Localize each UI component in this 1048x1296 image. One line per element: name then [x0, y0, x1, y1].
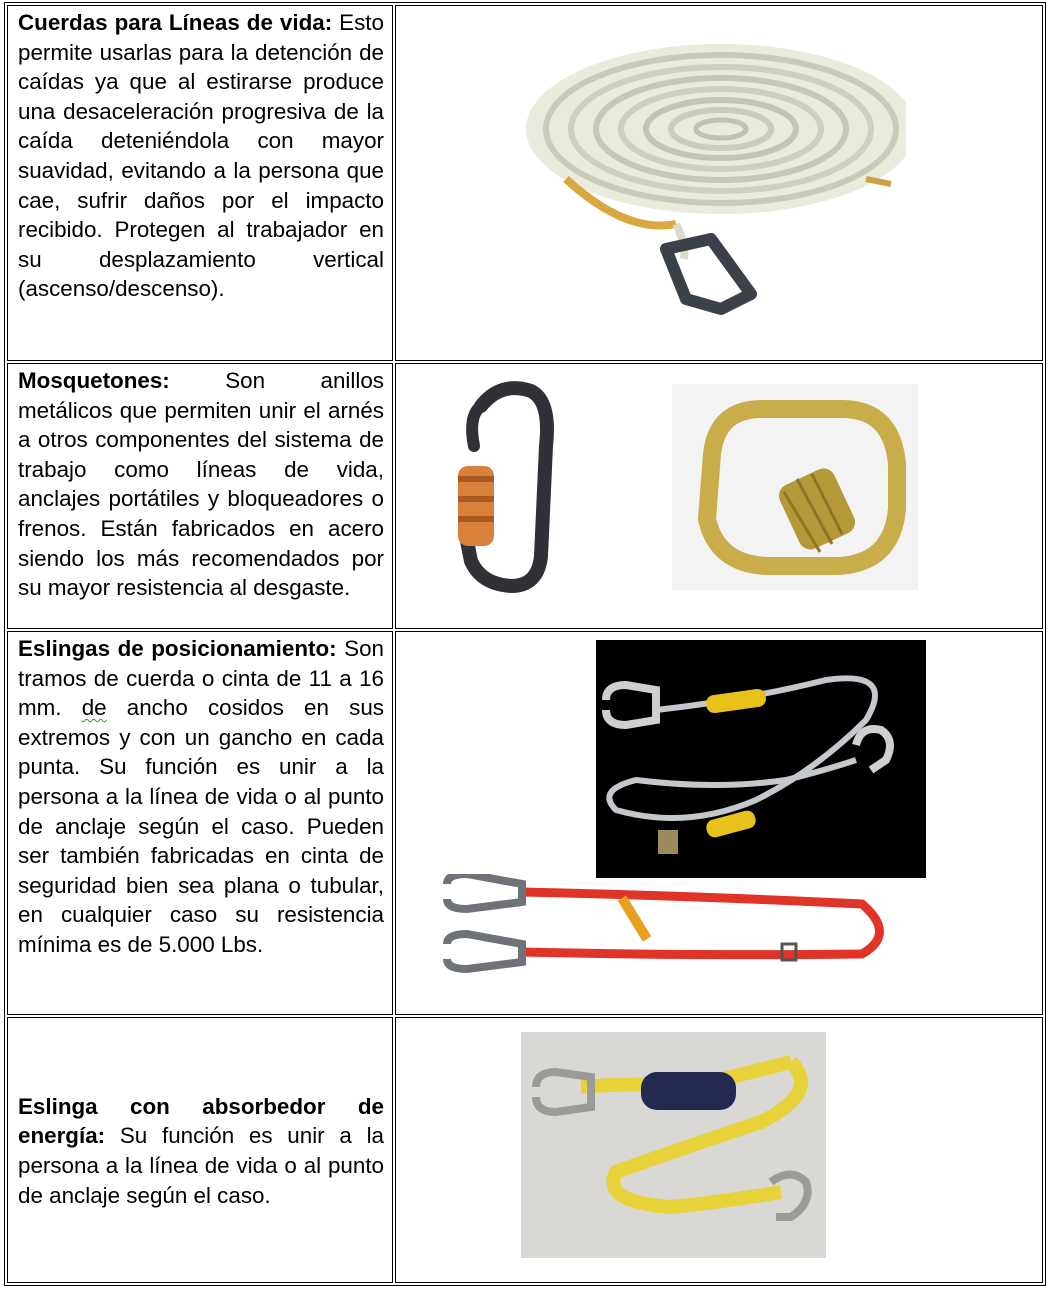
image-cell [395, 1017, 1043, 1283]
equipment-table [4, 2, 1046, 1286]
description-cell [7, 631, 393, 1015]
gold-carabiner-image [672, 384, 918, 590]
black-carabiner-image [446, 376, 556, 596]
table-row [7, 5, 1043, 361]
item-description: Son anillos metálicos que permiten unir el arnés a otros componentes del sistema de trabajo como líneas de vida, anclajes portátiles y bloqueadores o frenos. Están fabricados en acero siendo los más recomendados por su mayor resistencia al desgaste. [18, 368, 384, 601]
item-title: Cuerdas para Líneas de vida: [18, 10, 333, 35]
item-description-continued: ancho cosidos en sus extremos y con un gancho en cada punta. Su función es unir a la persona a la línea de vida o al punto de anclaje según el caso. Pueden ser también fabricadas en cinta de seguridad bien sea plana o tubular, en cualquier caso su resistencia mínima es de 5.000 Lbs. [18, 695, 384, 957]
image-cell [395, 363, 1043, 629]
spellcheck-flagged-word: de [81, 695, 107, 721]
rope-image [506, 34, 906, 324]
table-row [7, 1017, 1043, 1283]
shock-absorber-lanyard-image [521, 1032, 826, 1258]
description-cell [7, 363, 393, 629]
item-title: Eslingas de posicionamiento: [18, 636, 337, 661]
description-cell [7, 1017, 393, 1283]
table-row [7, 363, 1043, 629]
item-title: Eslinga con absorbedor de energía: [18, 1093, 384, 1149]
item-description: Son tramos de cuerda o cinta de 11 a 16 mm. [18, 636, 384, 721]
description-cell [7, 5, 393, 361]
item-description: Su función es unir a la persona a la línea de vida o al punto de anclaje según el caso. [18, 1123, 384, 1208]
item-title: Mosquetones: [18, 368, 170, 393]
rope-lanyard-image [596, 640, 926, 878]
image-cell [395, 631, 1043, 1015]
item-description: Esto permite usarlas para la detención de caídas ya que al estirarse produce una desaceleración progresiva de la caída deteniéndola con mayor suavidad, evitando a la persona que cae, sufrir daños por el impacto recibido. Protegen al trabajador en su desplazamiento vertical (ascenso/descenso). [18, 10, 384, 302]
image-cell [395, 5, 1043, 361]
table-row [7, 631, 1043, 1015]
red-lanyard-image [442, 874, 892, 984]
